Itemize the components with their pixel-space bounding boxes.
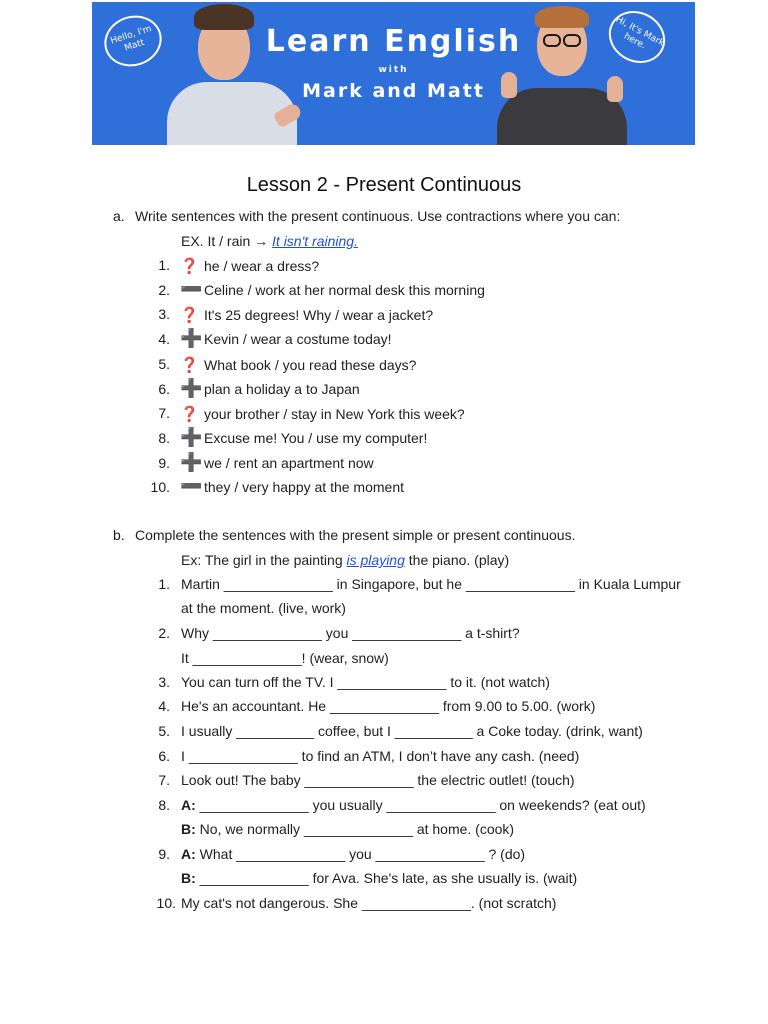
example-prefix: EX. It / rain →: [181, 233, 269, 249]
banner-with: with: [378, 65, 409, 75]
example-prefix: Ex: The girl in the painting: [181, 552, 343, 568]
item-text: ______________ you usually ______________ on weekends? (eat out): [195, 797, 646, 813]
section-a-instruction: Write sentences with the present continuous. Use contractions where you can:: [135, 208, 621, 224]
banner-title: Learn English: [265, 24, 522, 59]
lesson-title: Lesson 2 - Present Continuous: [246, 174, 522, 196]
section-a-example: [181, 233, 358, 249]
plus-icon: ➕: [180, 452, 203, 472]
header-banner: [92, 2, 695, 145]
question-icon: ❓: [180, 357, 199, 374]
list-item: [181, 698, 595, 714]
example-suffix: the piano. (play): [408, 552, 510, 568]
item-text: I ______________ to find an ATM, I don’t have any cash. (need): [181, 748, 580, 764]
item-text: Martin ______________ in Singapore, but he ______________ in Kuala Lumpur: [181, 576, 681, 592]
list-item: [180, 427, 428, 447]
minus-icon: ➖: [180, 279, 203, 299]
item-number: 1.: [158, 576, 170, 592]
item-number: 6.: [158, 381, 170, 397]
example-answer: It isn't raining.: [272, 233, 358, 249]
item-text: at the moment. (live, work): [181, 600, 346, 616]
speaker-label: B:: [181, 870, 196, 886]
banner-subtitle: Mark and Matt: [302, 80, 485, 102]
list-item: [181, 576, 681, 592]
list-item: [180, 378, 360, 398]
list-item: [181, 748, 579, 764]
list-item: [181, 600, 346, 616]
list-item: [180, 257, 319, 275]
speaker-label: A:: [181, 846, 196, 862]
item-text: It ______________! (wear, snow): [181, 650, 389, 666]
section-b-instruction: Complete the sentences with the present simple or present continuous.: [135, 527, 576, 543]
list-item: [180, 405, 465, 423]
item-text: Excuse me! You / use my computer!: [204, 430, 428, 446]
item-text: Celine / work at her normal desk this morning: [204, 282, 485, 298]
item-number: 5.: [158, 356, 170, 372]
list-item: [180, 452, 374, 472]
item-number: 4.: [158, 698, 170, 714]
item-text: we / rent an apartment now: [204, 455, 374, 471]
item-number: 9.: [158, 846, 170, 862]
item-text: I usually __________ coffee, but I __________ a Coke today. (drink, want): [181, 723, 643, 739]
list-item: [180, 476, 404, 496]
item-text: ______________ for Ava. She's late, as she usually is. (wait): [195, 870, 578, 886]
list-item: [180, 356, 416, 374]
item-text: plan a holiday a to Japan: [204, 381, 360, 397]
list-item: [181, 625, 520, 641]
item-text: What ______________ you ______________ ? (do): [195, 846, 526, 862]
example-answer: is playing: [346, 552, 405, 568]
item-text: Kevin / wear a costume today!: [204, 331, 392, 347]
section-b-letter: b.: [113, 527, 125, 543]
item-number: 7.: [158, 772, 170, 788]
list-item: [181, 723, 643, 739]
plus-icon: ➕: [180, 378, 203, 398]
item-text: You can turn off the TV. I ______________ to it. (not watch): [181, 674, 550, 690]
list-item: [181, 846, 525, 862]
item-text: your brother / stay in New York this week?: [204, 406, 465, 422]
list-item: [181, 821, 514, 837]
item-number: 10.: [156, 895, 176, 911]
speech-bubble-right: Hi, It's Mark here.: [600, 2, 675, 73]
question-icon: ❓: [180, 307, 199, 324]
item-number: 1.: [158, 257, 170, 273]
item-number: 4.: [158, 331, 170, 347]
item-text: My cat's not dangerous. She ______________. (not scratch): [181, 895, 557, 911]
list-item: [181, 772, 575, 788]
plus-icon: ➕: [180, 328, 203, 348]
item-text: No, we normally ______________ at home. (cook): [195, 821, 515, 837]
item-text: they / very happy at the moment: [204, 479, 404, 495]
item-number: 8.: [158, 430, 170, 446]
item-number: 2.: [158, 282, 170, 298]
plus-icon: ➕: [180, 427, 203, 447]
item-text: Why ______________ you ______________ a t-shirt?: [181, 625, 520, 641]
item-number: 3.: [158, 674, 170, 690]
item-number: 3.: [158, 306, 170, 322]
item-number: 8.: [158, 797, 170, 813]
list-item: [180, 328, 392, 348]
list-item: [181, 674, 550, 690]
speaker-label: B:: [181, 821, 196, 837]
item-text: What book / you read these days?: [204, 357, 417, 373]
item-text: It's 25 degrees! Why / wear a jacket?: [204, 307, 434, 323]
item-text: He's an accountant. He ______________ from 9.00 to 5.00. (work): [181, 698, 596, 714]
speech-bubble-left: Hello, I'm Matt: [98, 8, 169, 73]
item-text: Look out! The baby ______________ the electric outlet! (touch): [181, 772, 575, 788]
speaker-label: A:: [181, 797, 196, 813]
list-item: [181, 797, 646, 813]
list-item: [180, 279, 485, 299]
item-number: 9.: [158, 455, 170, 471]
item-number: 10.: [150, 479, 170, 495]
minus-icon: ➖: [180, 476, 203, 496]
list-item: [180, 306, 433, 324]
section-b-example: [181, 552, 509, 568]
item-number: 2.: [158, 625, 170, 641]
item-number: 5.: [158, 723, 170, 739]
question-icon: ❓: [180, 258, 199, 275]
section-a-letter: a.: [113, 208, 125, 224]
item-text: he / wear a dress?: [204, 258, 320, 274]
question-icon: ❓: [180, 406, 199, 423]
list-item: [181, 895, 556, 911]
list-item: [181, 870, 577, 886]
item-number: 6.: [158, 748, 170, 764]
item-number: 7.: [158, 405, 170, 421]
list-item: [181, 650, 389, 666]
